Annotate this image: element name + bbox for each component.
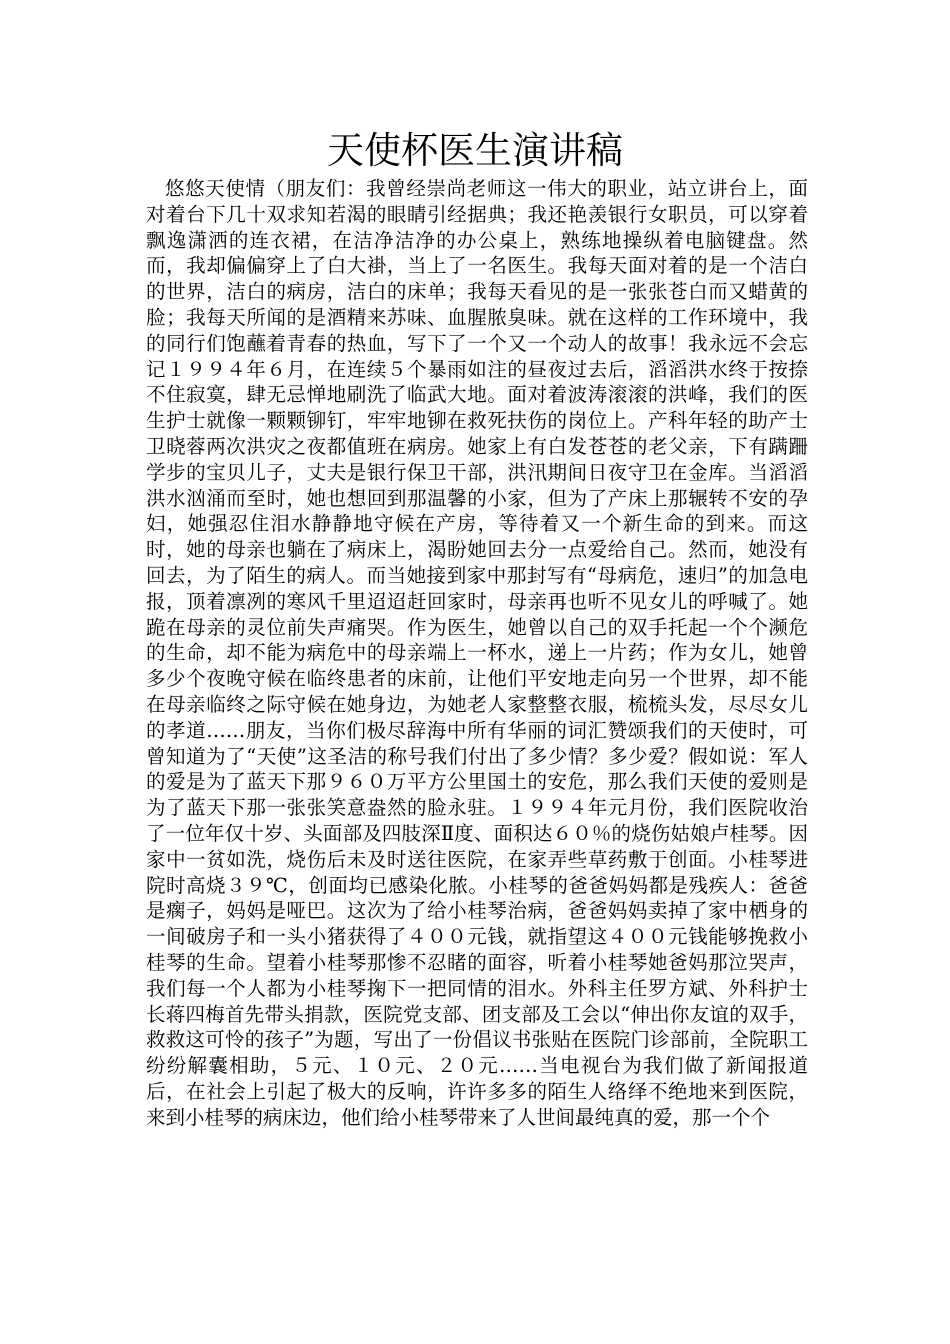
document-title: 天使杯医生演讲稿 (327, 129, 623, 172)
document-body: 悠悠天使情（朋友们：我曾经崇尚老师这一伟大的职业，站立讲台上，面对着台下几十双求知若渴的眼睛引经据典；我还艳羡银行女职员，可以穿着飘逸潇洒的连衣裙，在洁净洁净的办公桌上，熟练地操纵着电脑键盘。然而，我却偏偏穿上了白大褂，当上了一名医生。我每天面对着的是一个洁白的世界，洁白的病房，洁白的床单；我每天看见的是一张张苍白而又蜡黄的脸；我每天所闻的是酒精来苏味、血腥脓臭味。就在这样的工作环境中，我的同行们饱蘸着青春的热血，写下了一个又一个动人的故事！我永远不会忘记１９９４年６月，在连续５个暴雨如注的昼夜过去后，滔滔洪水终于按捺不住寂寞，肆无忌惮地刷洗了临武大地。面对着波涛滚滚的洪峰，我们的医生护士就像一颗颗铆钉，牢牢地铆在救死扶伤的岗位上。产科年轻的助产士卫晓蓉两次洪灾之夜都值班在病房。她家上有白发苍苍的老父亲，下有蹒跚学步的宝贝儿子，丈夫是银行保卫干部，洪汛期间日夜守卫在金库。当滔滔洪水汹涌而至时，她也想回到那温馨的小家，但为了产床上那辗转不安的孕妇，她强忍住泪水静静地守候在产房，等待着又一个新生命的到来。而这时，她的母亲也躺在了病床上，渴盼她回去分一点爱给自己。然而，她没有回去，为了陌生的病人。而当她接到家中那封写有“母病危，速归”的加急电报，顶着凛冽的寒风千里迢迢赶回家时，母亲再也听不见女儿的呼喊了。她跪在母亲的灵位前失声痛哭。作为医生，她曾以自己的双手托起一个个濒危的生命，却不能为病危中的母亲端上一杯水，递上一片药；作为女儿，她曾多少个夜晚守候在临终患者的床前，让他们平安地走向另一个世界，却不能在母亲临终之际守候在她身边，为她老人家整整衣服，梳梳头发，尽尽女儿的孝道……朋友，当你们极尽辞海中所有华丽的词汇赞颂我们的天使时，可曾知道为了“天使”这圣洁的称号我们付出了多少情？多少爱？假如说：军人的爱是为了蓝天下那９６０万平方公里国土的安危，那么我们天使的爱则是为了蓝天下那一张张笑意盎然的脸永驻。１９９４年元月份，我们医院收治了一位年仅十岁、头面部及四肢深Ⅱ度、面积达６０％的烧伤姑娘卢桂琴。因家中一贫如洗，烧伤后未及时送往医院，在家弄些草药敷于创面。小桂琴进院时高烧３９℃，创面均已感染化脓。小桂琴的爸爸妈妈都是残疾人：爸爸是瘸子，妈妈是哑巴。这次为了给小桂琴治病，爸爸妈妈卖掉了家中栖身的一间破房子和一头小猪获得了４００元钱，就指望这４００元钱能够挽救小桂琴的生命。望着小桂琴那惨不忍睹的面容，听着小桂琴她爸妈那泣哭声，我们每一个人都为小桂琴掬下一把同情的泪水。外科主任罗方斌、外科护士长蒋四梅首先带头捐款，医院党支部、团支部及工会以“伸出你友谊的双手，救救这可怜的孩子”为题，写出了一份倡议书张贴在医院门诊部前，全院职工纷纷解囊相助，５元、１０元、２０元……当电视台为我们做了新闻报道后，在社会上引起了极大的反响，许许多多的陌生人络绎不绝地来到医院，来到小桂琴的病床边，他们给小桂琴带来了人世间最纯真的爱，那一个个 (146, 177, 808, 1129)
